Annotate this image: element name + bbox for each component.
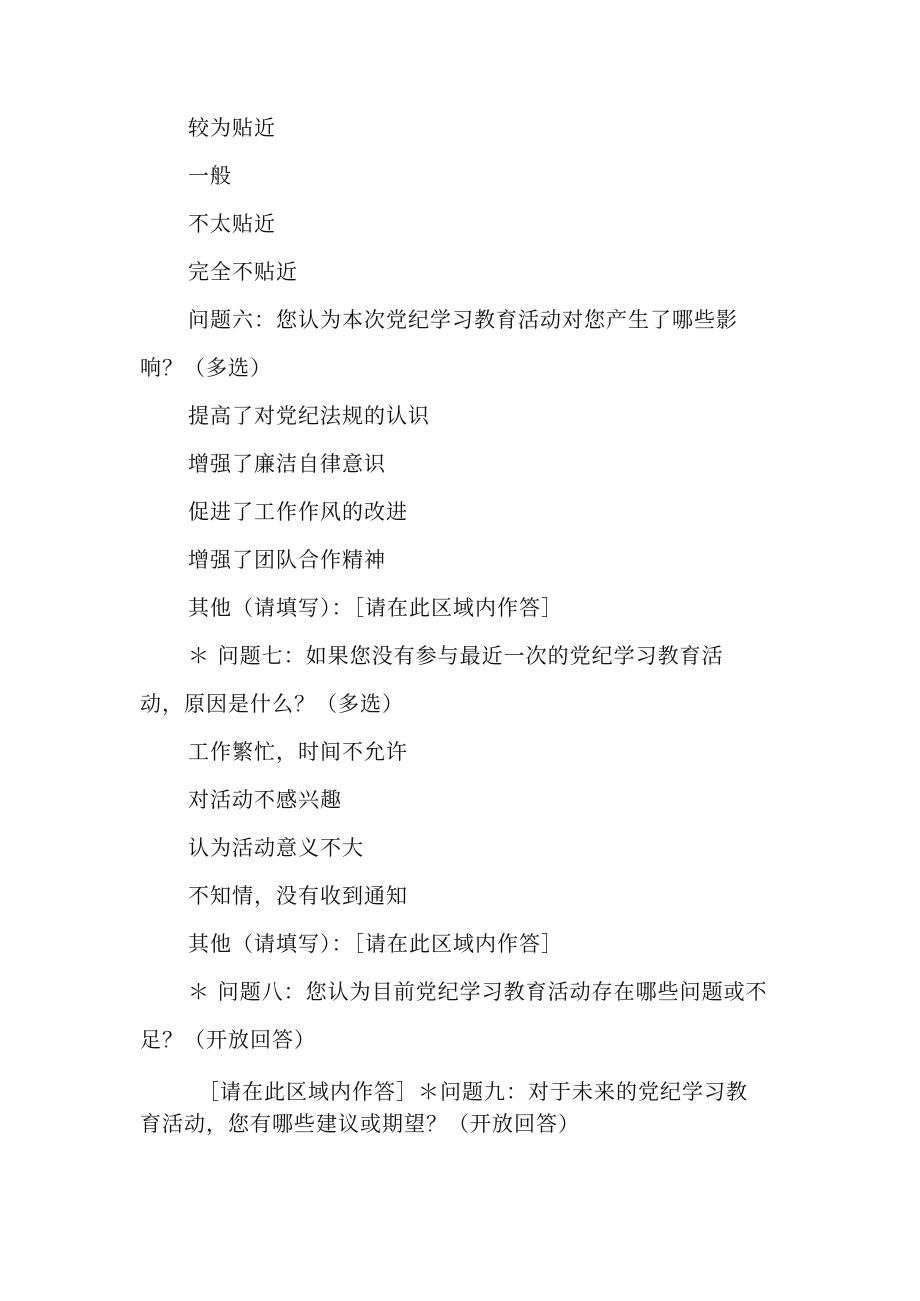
q8-question-line1: ＊ 问题八：您认为目前党纪学习教育活动存在哪些问题或不 [188,980,768,1004]
q5-option-1: 较为贴近 [188,116,276,140]
q7-option-other: 其他（请填写）：［请在此区域内作答］ [188,932,563,956]
q7-option-3: 认为活动意义不大 [188,836,364,860]
q6-question-line1: 问题六：您认为本次党纪学习教育活动对您产生了哪些影 [188,308,738,332]
q6-question-line2: 响？（多选） [140,356,272,380]
q9-question-line2: 育活动，您有哪些建议或期望？（开放回答） [140,1112,580,1136]
q7-question-line1: ＊ 问题七：如果您没有参与最近一次的党纪学习教育活 [188,644,724,668]
q5-option-2: 一般 [188,164,232,188]
q6-option-1: 提高了对党纪法规的认识 [188,404,430,428]
q5-option-4: 完全不贴近 [188,260,298,284]
q6-option-2: 增强了廉洁自律意识 [188,452,386,476]
q6-option-3: 促进了工作作风的改进 [188,500,408,524]
q7-option-2: 对活动不感兴趣 [188,788,342,812]
q8-question-line2: 足？（开放回答） [140,1028,316,1052]
q6-option-4: 增强了团队合作精神 [188,548,386,572]
q7-question-line2: 动，原因是什么？（多选） [140,692,404,716]
q7-option-4: 不知情，没有收到通知 [188,884,408,908]
q8-answer-and-q9-line1: ［请在此区域内作答］＊问题九：对于未来的党纪学习教 [198,1080,748,1104]
q6-option-other: 其他（请填写）：［请在此区域内作答］ [188,596,563,620]
q7-option-1: 工作繁忙，时间不允许 [188,740,408,764]
q5-option-3: 不太贴近 [188,212,276,236]
